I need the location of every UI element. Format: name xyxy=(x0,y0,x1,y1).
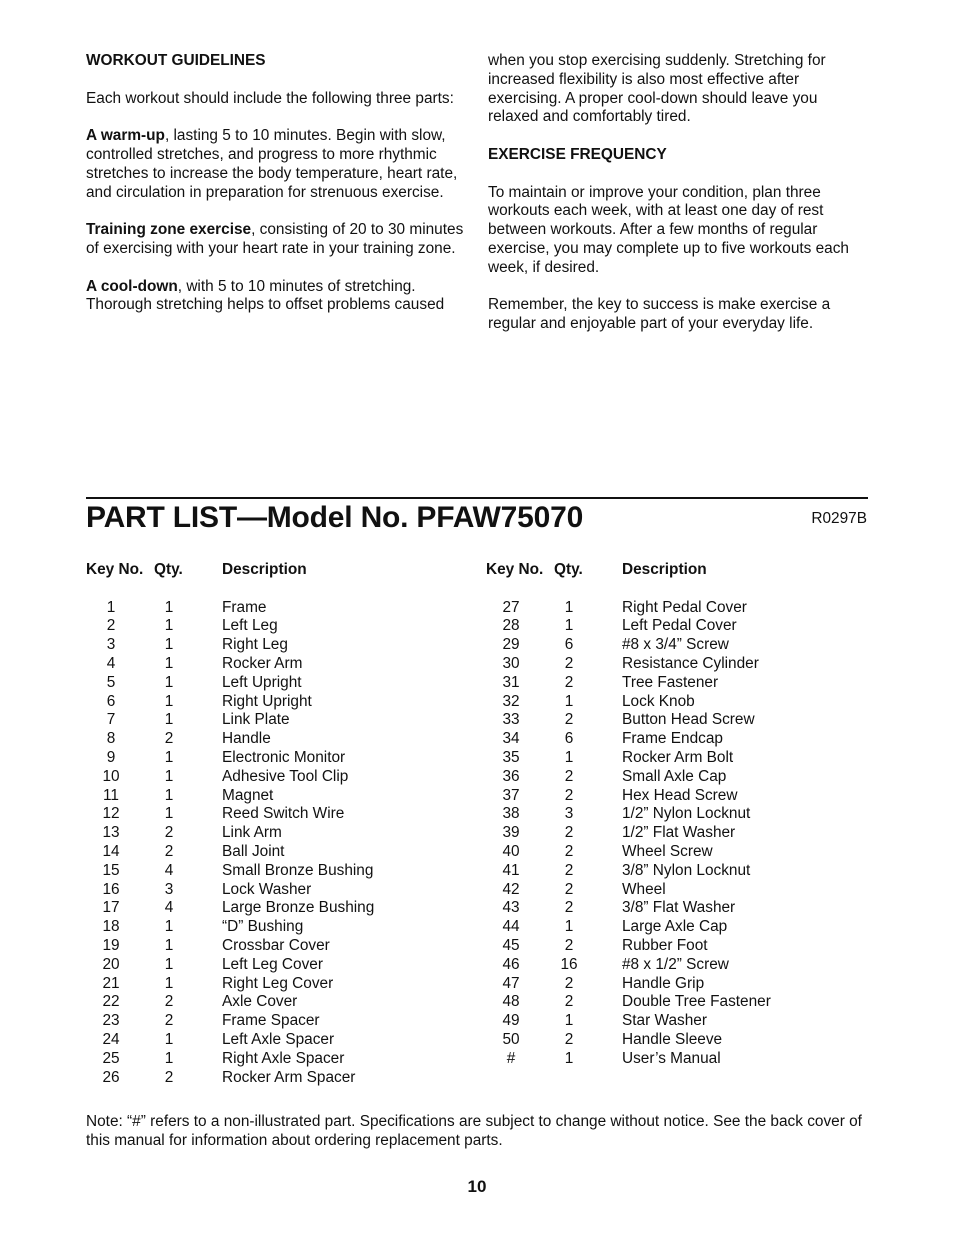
part-key: 2 xyxy=(106,617,116,635)
part-qty: 1 xyxy=(164,1030,174,1048)
part-list-note: Note: “#” refers to a non-illustrated part. Specifications are subject to change without notice. See the back cover of this manual for information about ordering replacement parts. xyxy=(86,1113,862,1149)
part-qty: 2 xyxy=(164,1068,174,1086)
part-qty: 1 xyxy=(164,636,174,654)
part-qty: 1 xyxy=(164,955,174,973)
part-description: Magnet xyxy=(222,786,274,804)
header-key: Key No. xyxy=(86,561,144,578)
part-key: 22 xyxy=(102,993,120,1011)
part-qty: 2 xyxy=(164,730,174,748)
workout-intro: Each workout should include the following three parts: xyxy=(86,89,454,107)
part-qty: 1 xyxy=(564,692,574,710)
part-description: Right Upright xyxy=(222,692,312,710)
part-key: 41 xyxy=(502,861,520,879)
part-key: 47 xyxy=(502,974,520,992)
part-qty: 1 xyxy=(164,748,174,766)
part-description: Link Arm xyxy=(222,824,282,842)
part-qty: 1 xyxy=(564,918,574,936)
part-description: Right Leg Cover xyxy=(222,974,334,992)
warmup-text: , lasting 5 to 10 minutes. Begin with slow, controlled stretches, and progress to more rhythmic stretches to increase the body temperature, heart rate, and circulation in preparation for strenuous exercise. xyxy=(86,127,458,201)
training-paragraph xyxy=(86,221,468,259)
part-description: “D” Bushing xyxy=(222,918,304,936)
header-key: Key No. xyxy=(486,561,544,578)
part-key: 49 xyxy=(502,1012,520,1030)
part-description: Rocker Arm xyxy=(222,654,303,672)
part-qty: 3 xyxy=(164,880,174,898)
part-qty: 2 xyxy=(164,824,174,842)
part-description: Axle Cover xyxy=(222,993,298,1011)
part-description: Left Axle Spacer xyxy=(222,1030,335,1048)
cooldown-continued: when you stop exercising suddenly. Stretching for increased flexibility is also most effective after exercising. A proper cool-down should leave you relaxed and comfortably tired. xyxy=(488,52,826,126)
part-description: Left Leg Cover xyxy=(222,955,323,973)
part-key: 24 xyxy=(102,1030,120,1048)
part-key: 42 xyxy=(502,880,520,898)
part-description: Rubber Foot xyxy=(622,936,708,954)
part-description: Left Pedal Cover xyxy=(622,617,737,635)
part-qty: 2 xyxy=(564,993,574,1011)
header-description: Description xyxy=(622,561,707,578)
part-key: 50 xyxy=(502,1030,520,1048)
part-description: 3/8” Flat Washer xyxy=(622,899,736,917)
part-qty: 2 xyxy=(564,711,574,729)
part-description: Wheel Screw xyxy=(622,842,713,860)
part-key: 26 xyxy=(102,1068,120,1086)
part-key: 8 xyxy=(106,730,116,748)
part-key: 14 xyxy=(102,842,120,860)
training-text: , consisting of 20 to 30 minutes of exercising with your heart rate in your training zone. xyxy=(86,221,464,257)
page-number: 10 xyxy=(467,1177,487,1196)
part-key: 23 xyxy=(102,1012,120,1030)
part-qty: 1 xyxy=(164,692,174,710)
part-key: 3 xyxy=(106,636,116,654)
part-description: Small Axle Cap xyxy=(622,767,727,785)
part-key: 30 xyxy=(502,654,520,672)
part-description: 1/2” Nylon Locknut xyxy=(622,805,751,823)
part-description: Electronic Monitor xyxy=(222,748,346,766)
part-description: User’s Manual xyxy=(622,1049,721,1067)
part-description: Handle Sleeve xyxy=(622,1030,723,1048)
part-key: 4 xyxy=(106,654,116,672)
part-key: 36 xyxy=(502,767,520,785)
part-description: Right Axle Spacer xyxy=(222,1049,345,1067)
part-key: 25 xyxy=(102,1049,120,1067)
part-qty: 1 xyxy=(164,767,174,785)
part-description: Lock Knob xyxy=(622,692,695,710)
part-key: 10 xyxy=(102,767,120,785)
part-qty: 16 xyxy=(560,955,578,973)
part-qty: 6 xyxy=(564,730,574,748)
part-qty: 6 xyxy=(564,636,574,654)
part-key: 18 xyxy=(102,918,120,936)
part-description: Right Leg xyxy=(222,636,288,654)
part-description: Left Leg xyxy=(222,617,278,635)
part-key: 28 xyxy=(502,617,520,635)
workout-guidelines-column xyxy=(86,52,468,334)
part-key: 32 xyxy=(502,692,520,710)
part-qty: 1 xyxy=(164,1049,174,1067)
header-qty: Qty. xyxy=(554,561,583,578)
part-qty: 2 xyxy=(564,673,574,691)
part-key: 34 xyxy=(502,730,520,748)
part-key: 13 xyxy=(102,824,120,842)
part-key: 48 xyxy=(502,993,520,1011)
part-description: Right Pedal Cover xyxy=(622,598,747,616)
part-description: Large Axle Cap xyxy=(622,918,728,936)
part-description: Resistance Cylinder xyxy=(622,654,759,672)
training-term: Training zone exercise xyxy=(86,221,252,239)
part-qty: 1 xyxy=(164,974,174,992)
part-key: # xyxy=(506,1049,516,1067)
part-qty: 1 xyxy=(564,617,574,635)
part-description: Crossbar Cover xyxy=(222,936,330,954)
part-key: 37 xyxy=(502,786,520,804)
workout-guidelines-heading: WORKOUT GUIDELINES xyxy=(86,52,266,69)
frequency-paragraph-1: To maintain or improve your condition, plan three workouts each week, with at least one day of rest between workouts. After a few months of regular exercise, you may complete up to five workouts each week, if desired. xyxy=(488,183,849,276)
part-description: #8 x 3/4” Screw xyxy=(622,636,729,654)
part-key: 5 xyxy=(106,673,116,691)
part-key: 7 xyxy=(106,711,116,729)
exercise-frequency-column xyxy=(488,52,870,353)
part-description: Small Bronze Bushing xyxy=(222,861,374,879)
warmup-paragraph xyxy=(86,127,468,202)
part-key: 27 xyxy=(502,598,520,616)
frequency-paragraph-2: Remember, the key to success is make exercise a regular and enjoyable part of your everyday life. xyxy=(488,296,831,333)
part-description: Link Plate xyxy=(222,711,290,729)
part-qty: 2 xyxy=(564,899,574,917)
part-description: Handle xyxy=(222,730,271,748)
part-list-title: PART LIST—Model No. PFAW75070 xyxy=(86,501,584,534)
part-description: Double Tree Fastener xyxy=(622,993,771,1011)
part-qty: 1 xyxy=(164,936,174,954)
cooldown-text: , with 5 to 10 minutes of stretching. Thorough stretching helps to offset problems caused xyxy=(86,277,445,314)
part-description: Button Head Screw xyxy=(622,711,755,729)
part-description: Left Upright xyxy=(222,673,302,691)
part-qty: 1 xyxy=(164,805,174,823)
part-description: Ball Joint xyxy=(222,842,285,860)
part-description: Lock Washer xyxy=(222,880,312,898)
part-description: Tree Fastener xyxy=(622,673,719,691)
part-key: 43 xyxy=(502,899,520,917)
part-description: Rocker Arm Bolt xyxy=(622,748,734,766)
part-qty: 4 xyxy=(164,899,174,917)
part-qty: 1 xyxy=(164,617,174,635)
part-description: Hex Head Screw xyxy=(622,786,738,804)
part-qty: 1 xyxy=(164,918,174,936)
part-key: 9 xyxy=(106,748,116,766)
part-qty: 2 xyxy=(164,1012,174,1030)
part-qty: 2 xyxy=(164,842,174,860)
part-qty: 1 xyxy=(564,1012,574,1030)
part-qty: 1 xyxy=(164,673,174,691)
part-qty: 1 xyxy=(164,654,174,672)
part-qty: 1 xyxy=(164,598,174,616)
part-description: 3/8” Nylon Locknut xyxy=(622,861,751,879)
part-key: 11 xyxy=(103,786,119,804)
part-key: 45 xyxy=(502,936,520,954)
part-list-code: R0297B xyxy=(811,510,867,527)
part-description: Frame Endcap xyxy=(622,730,723,748)
part-qty: 4 xyxy=(164,861,174,879)
part-key: 15 xyxy=(102,861,120,879)
part-key: 46 xyxy=(502,955,520,973)
part-description: Frame Spacer xyxy=(222,1012,320,1030)
part-qty: 2 xyxy=(564,861,574,879)
header-description: Description xyxy=(222,561,307,578)
cooldown-paragraph xyxy=(86,278,468,316)
part-key: 39 xyxy=(502,824,520,842)
part-key: 29 xyxy=(502,636,520,654)
part-description: 1/2” Flat Washer xyxy=(622,824,736,842)
part-qty: 2 xyxy=(564,974,574,992)
part-qty: 2 xyxy=(564,654,574,672)
part-key: 31 xyxy=(502,673,520,691)
part-qty: 2 xyxy=(164,993,174,1011)
part-qty: 1 xyxy=(564,1049,574,1067)
part-qty: 2 xyxy=(564,880,574,898)
part-key: 6 xyxy=(106,692,116,710)
part-description: Handle Grip xyxy=(622,974,705,992)
part-key: 1 xyxy=(106,598,116,616)
header-qty: Qty. xyxy=(154,561,183,578)
part-key: 12 xyxy=(102,805,120,823)
part-qty: 3 xyxy=(564,805,574,823)
part-qty: 1 xyxy=(164,786,174,804)
cooldown-term: A cool-down xyxy=(86,277,178,295)
part-qty: 2 xyxy=(564,842,574,860)
part-key: 40 xyxy=(502,842,520,860)
part-description: Large Bronze Bushing xyxy=(222,899,375,917)
part-qty: 1 xyxy=(564,598,574,616)
part-key: 17 xyxy=(102,899,120,917)
part-key: 44 xyxy=(502,918,520,936)
part-description: Star Washer xyxy=(622,1012,707,1030)
part-qty: 2 xyxy=(564,767,574,785)
part-key: 38 xyxy=(502,805,520,823)
part-description: Adhesive Tool Clip xyxy=(222,767,349,785)
part-key: 35 xyxy=(502,748,520,766)
part-key: 19 xyxy=(102,936,120,954)
warmup-term: A warm-up xyxy=(86,127,165,145)
part-description: Rocker Arm Spacer xyxy=(222,1068,356,1086)
part-key: 16 xyxy=(102,880,120,898)
part-key: 21 xyxy=(102,974,120,992)
part-description: Frame xyxy=(222,598,267,616)
part-qty: 1 xyxy=(564,748,574,766)
part-description: Reed Switch Wire xyxy=(222,805,345,823)
part-description: #8 x 1/2” Screw xyxy=(622,955,729,973)
part-qty: 2 xyxy=(564,936,574,954)
part-key: 20 xyxy=(102,955,120,973)
part-qty: 2 xyxy=(564,786,574,804)
part-qty: 2 xyxy=(564,1030,574,1048)
part-qty: 1 xyxy=(164,711,174,729)
part-qty: 2 xyxy=(564,824,574,842)
exercise-frequency-heading: EXERCISE FREQUENCY xyxy=(488,145,667,163)
part-description: Wheel xyxy=(622,880,666,898)
part-key: 33 xyxy=(502,711,520,729)
